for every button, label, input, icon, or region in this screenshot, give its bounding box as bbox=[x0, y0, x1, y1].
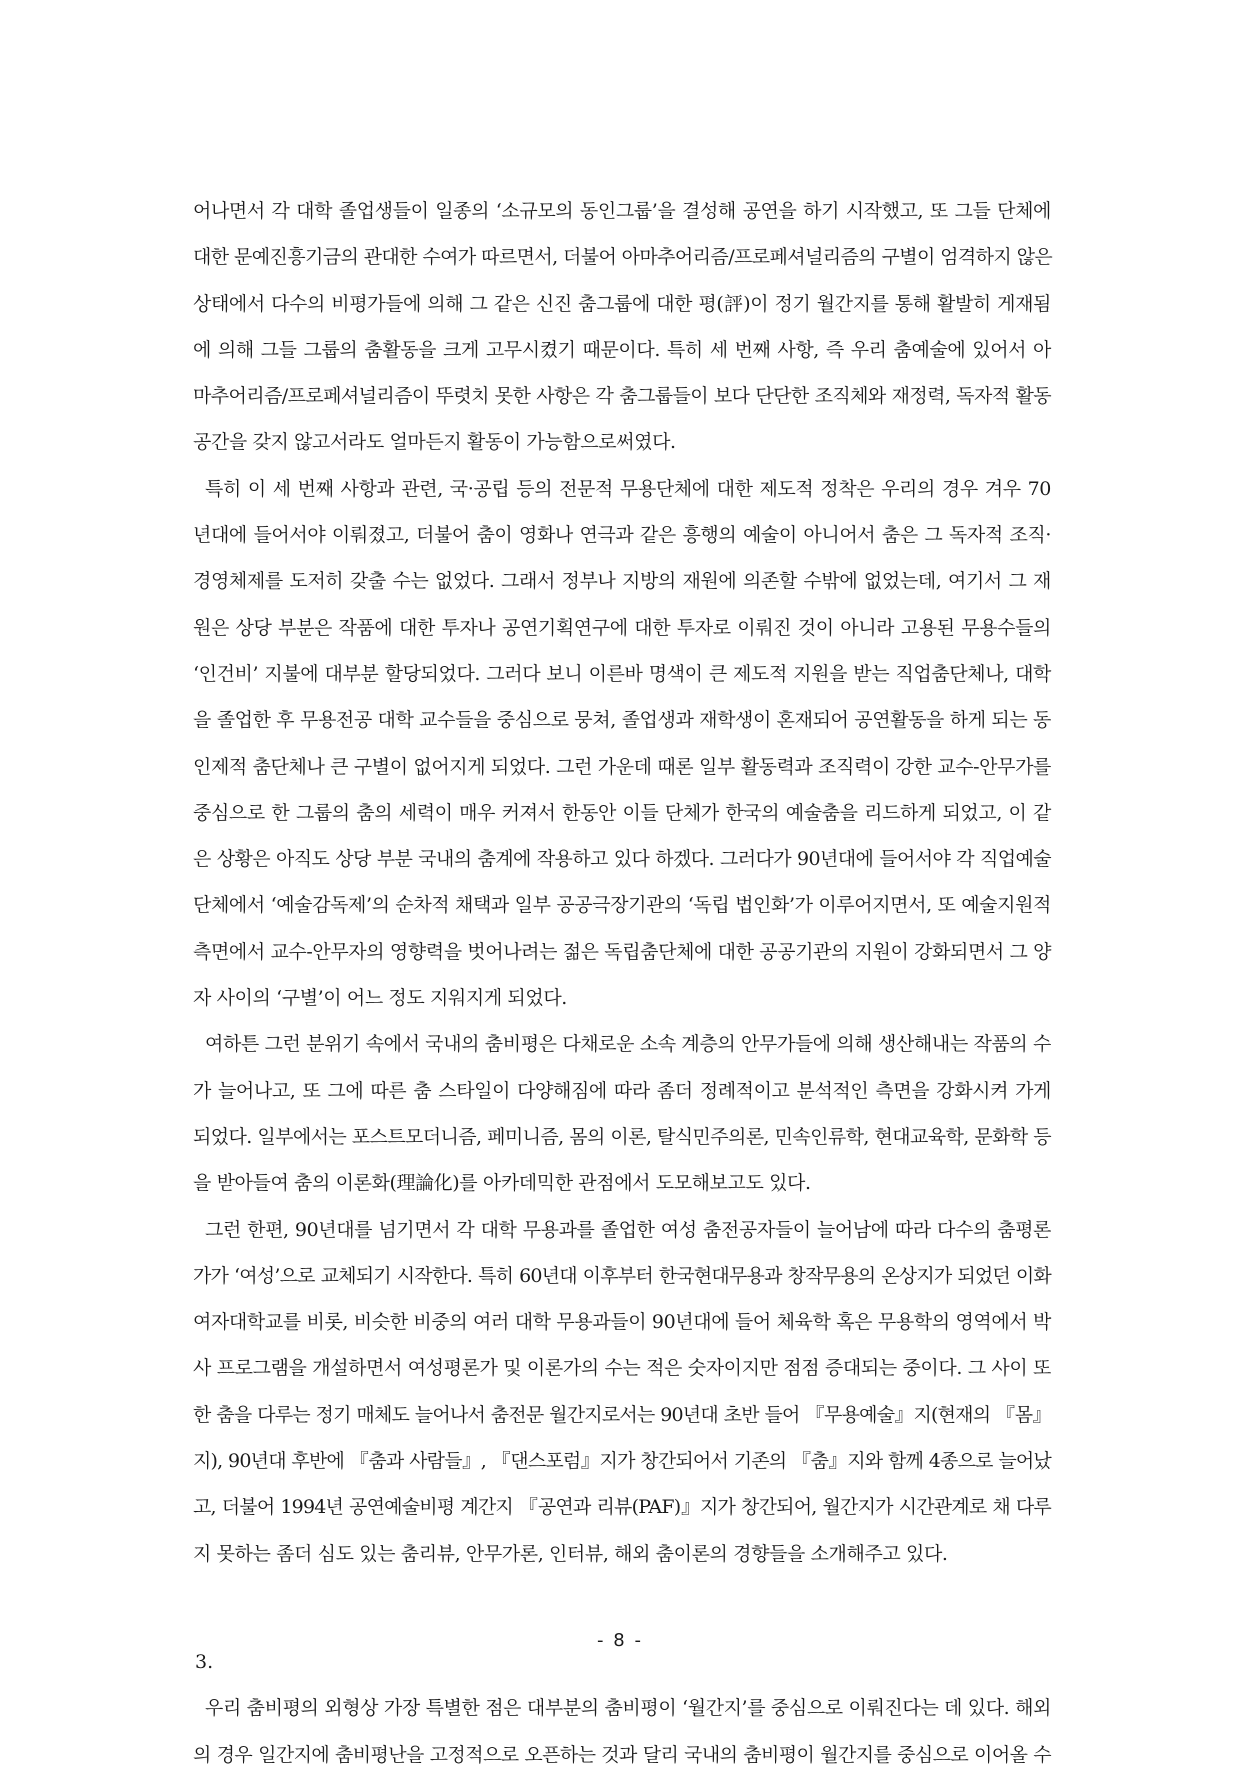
text-line: 인제적 춤단체나 큰 구별이 없어지게 되었다. 그런 가운데 때론 일부 활동력과 조직력이 강한 교수-안무가를 bbox=[193, 755, 1051, 778]
text-line: 을 받아들여 춤의 이론화(理論化)를 아카데믹한 관점에서 도모해보고도 있다. bbox=[193, 1172, 811, 1195]
text-line: 경영체제를 도저히 갖출 수는 없었다. 그래서 정부나 지방의 재원에 의존할 수밖에 없었는데, 여기서 그 재 bbox=[193, 570, 1051, 593]
text-line: 마추어리즘/프로페셔널리즘이 뚜렷치 못한 사항은 각 춤그룹들이 보다 단단한 조직체와 재정력, 독자적 활동 bbox=[193, 385, 1051, 408]
paragraph-2 bbox=[193, 474, 1051, 1030]
text-line: 단체에서 ‘예술감독제’의 순차적 채택과 일부 공공극장기관의 ‘독립 법인화’가 이루어지면서, 또 예술지원적 bbox=[193, 894, 1051, 917]
text-line: 사 프로그램을 개설하면서 여성평론가 및 이론가의 수는 적은 숫자이지만 점점 증대되는 중이다. 그 사이 또 bbox=[193, 1357, 1051, 1380]
text-line: 지 못하는 좀더 심도 있는 춤리뷰, 안무가론, 인터뷰, 해외 춤이론의 경향들을 소개해주고 있다. bbox=[193, 1542, 948, 1565]
text-line: 중심으로 한 그룹의 춤의 세력이 매우 커져서 한동안 이들 단체가 한국의 예술춤을 리드하게 되었고, 이 같 bbox=[193, 801, 1051, 824]
text-line: 을 졸업한 후 무용전공 대학 교수들을 중심으로 뭉쳐, 졸업생과 재학생이 혼재되어 공연활동을 하게 되는 동 bbox=[193, 709, 1051, 732]
text-line: 어나면서 각 대학 졸업생들이 일종의 ‘소규모의 동인그룹’을 결성해 공연을 하기 시작했고, 또 그들 단체에 bbox=[193, 200, 1051, 222]
paragraph-1 bbox=[193, 196, 1051, 474]
text-line: 대한 문예진흥기금의 관대한 수여가 따르면서, 더불어 아마추어리즘/프로페셔널리즘의 구별이 엄격하지 않은 bbox=[193, 246, 1053, 269]
text-line: 의 경우 일간지에 춤비평난을 고정적으로 오픈하는 것과 달리 국내의 춤비평이 월간지를 중심으로 이어올 수 bbox=[193, 1743, 1051, 1766]
section-number: 3. bbox=[195, 1650, 214, 1673]
body-text bbox=[193, 196, 1051, 1786]
text-line: 고, 더불어 1994년 공연예술비평 계간지 『공연과 리뷰(PAF)』지가 창간되어, 월간지가 시간관계로 채 다루 bbox=[193, 1496, 1051, 1519]
text-line: 여자대학교를 비롯, 비슷한 비중의 여러 대학 무용과들이 90년대에 들어 체육학 혹은 무용학의 영역에서 박 bbox=[193, 1311, 1051, 1334]
text-line: 상태에서 다수의 비평가들에 의해 그 같은 신진 춤그룹에 대한 평(評)이 정기 월간지를 통해 활발히 게재됨 bbox=[193, 292, 1051, 315]
text-line: 공간을 갖지 않고서라도 얼마든지 활동이 가능함으로써였다. bbox=[193, 431, 676, 454]
text-line: 가 늘어나고, 또 그에 따른 춤 스타일이 다양해짐에 따라 좀더 정례적이고 분석적인 측면을 강화시켜 가게 bbox=[193, 1079, 1051, 1102]
page-number: - 8 - bbox=[597, 1630, 643, 1651]
text-line: 년대에 들어서야 이뤄졌고, 더불어 춤이 영화나 연극과 같은 흥행의 예술이 아니어서 춤은 그 독자적 조직· bbox=[193, 524, 1051, 547]
text-line: 여하튼 그런 분위기 속에서 국내의 춤비평은 다채로운 소속 계층의 안무가들에 의해 생산해내는 작품의 수 bbox=[205, 1033, 1051, 1056]
section-3 bbox=[193, 1647, 1051, 1786]
text-line: 한 춤을 다루는 정기 매체도 늘어나서 춤전문 월간지로서는 90년대 초반 들어 『무용예술』지(현재의 『몸』 bbox=[193, 1403, 1051, 1426]
text-line: ‘인건비’ 지불에 대부분 할당되었다. 그러다 보니 이른바 명색이 큰 제도적 지원을 받는 직업춤단체나, 대학 bbox=[193, 662, 1051, 685]
text-line: 원은 상당 부분은 작품에 대한 투자나 공연기획연구에 대한 투자로 이뤄진 것이 아니라 고용된 무용수들의 bbox=[193, 616, 1051, 639]
paragraph-4 bbox=[193, 1215, 1051, 1585]
text-line: 되었다. 일부에서는 포스트모더니즘, 페미니즘, 몸의 이론, 탈식민주의론, 민속인류학, 현대교육학, 문화학 등 bbox=[193, 1125, 1051, 1148]
text-line: 에 의해 그들 그룹의 춤활동을 크게 고무시켰기 때문이다. 특히 세 번째 사항, 즉 우리 춤예술에 있어서 아 bbox=[193, 338, 1051, 361]
text-line: 측면에서 교수-안무자의 영향력을 벗어나려는 젊은 독립춤단체에 대한 공공기관의 지원이 강화되면서 그 양 bbox=[193, 940, 1052, 963]
text-line: 자 사이의 ‘구별’이 어느 정도 지워지게 되었다. bbox=[193, 987, 567, 1010]
text-line: 우리 춤비평의 외형상 가장 특별한 점은 대부분의 춤비평이 ‘월간지’를 중심으로 이뤄진다는 데 있다. 해외 bbox=[205, 1697, 1051, 1720]
text-line: 은 상황은 아직도 상당 부분 국내의 춤계에 작용하고 있다 하겠다. 그러다가 90년대에 들어서야 각 직업예술 bbox=[193, 848, 1051, 871]
text-line: 그런 한편, 90년대를 넘기면서 각 대학 무용과를 졸업한 여성 춤전공자들이 늘어남에 따라 다수의 춤평론 bbox=[205, 1218, 1051, 1241]
text-line: 가가 ‘여성’으로 교체되기 시작한다. 특히 60년대 이후부터 한국현대무용과 창작무용의 온상지가 되었던 이화 bbox=[193, 1264, 1051, 1287]
text-line: 지), 90년대 후반에 『춤과 사람들』, 『댄스포럼』지가 창간되어서 기존의 『춤』지와 함께 4종으로 늘어났 bbox=[193, 1450, 1051, 1473]
paragraph-3 bbox=[193, 1029, 1051, 1214]
text-line: 특히 이 세 번째 사항과 관련, 국·공립 등의 전문적 무용단체에 대한 제도적 정착은 우리의 경우 겨우 70 bbox=[205, 477, 1051, 500]
